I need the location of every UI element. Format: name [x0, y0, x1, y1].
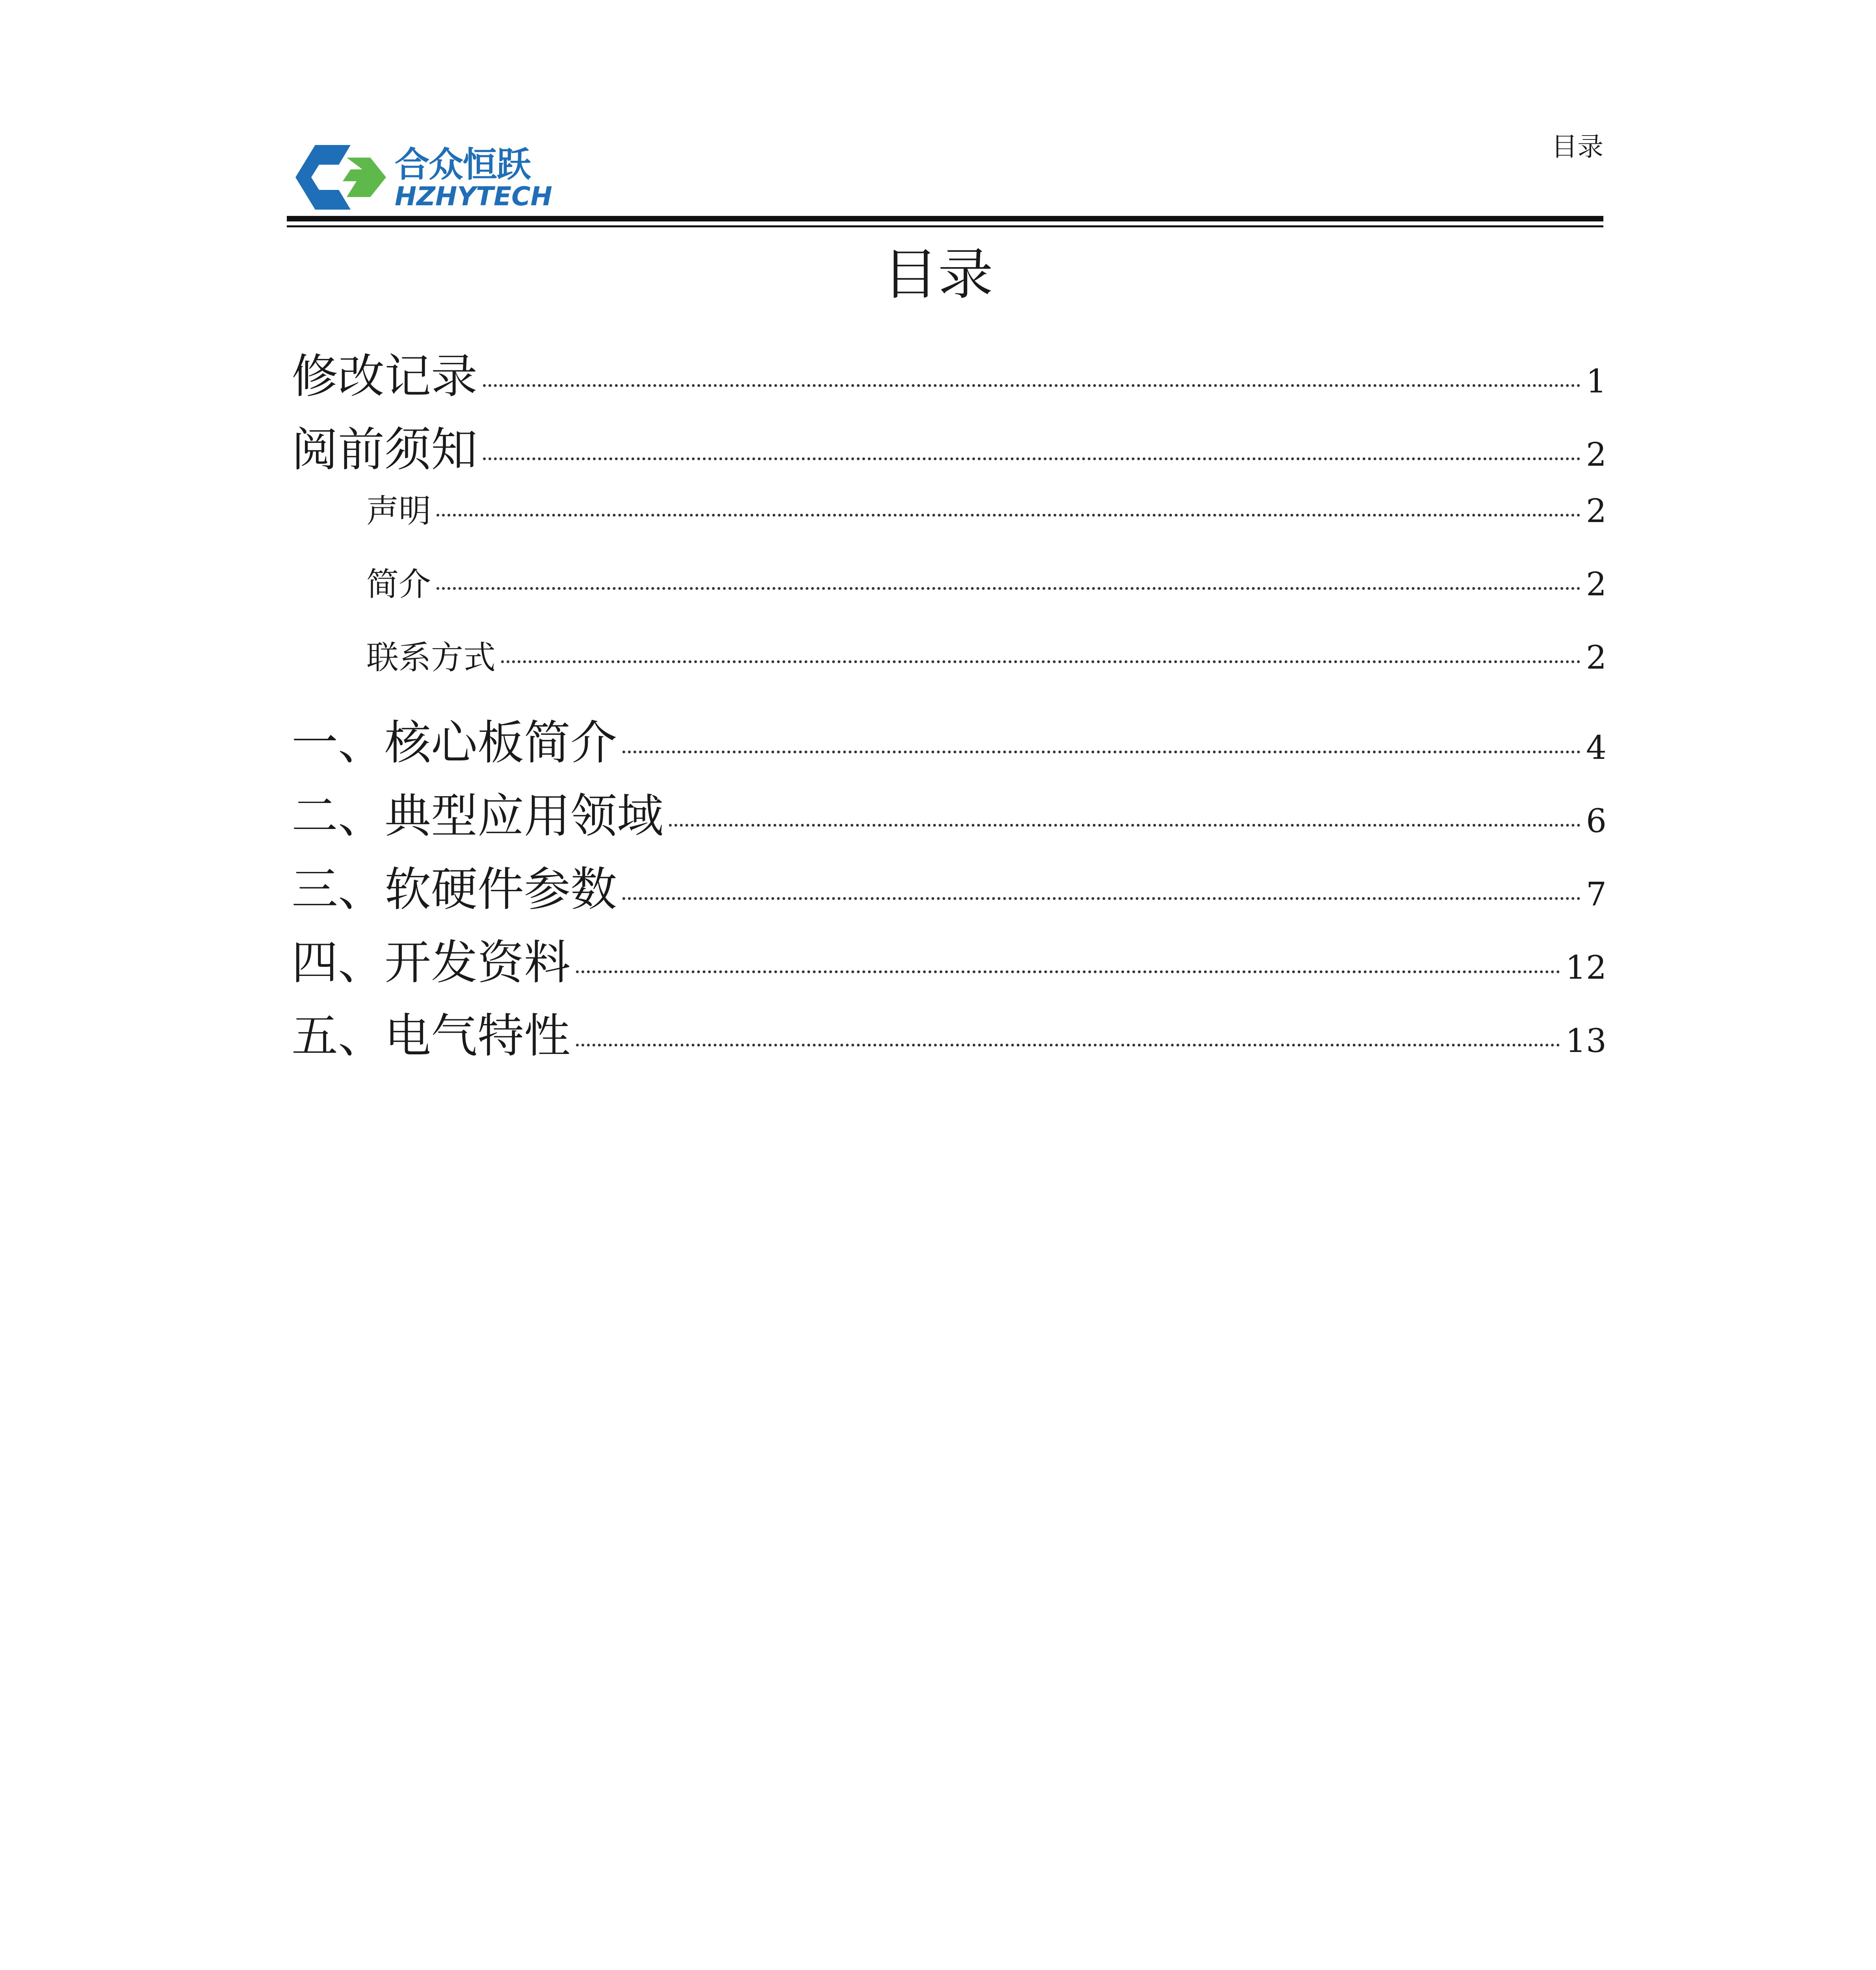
- toc-entry[interactable]: [292, 852, 1607, 925]
- toc-entry[interactable]: [292, 779, 1607, 852]
- toc-list: [292, 339, 1607, 1072]
- toc-leader: [576, 1044, 1560, 1046]
- toc-leader: [576, 970, 1560, 973]
- toc-leader: [622, 897, 1581, 900]
- toc-entry-text: 五、电气特性: [292, 1009, 571, 1063]
- toc-leader: [501, 660, 1581, 663]
- toc-entry-text: 声明: [366, 492, 431, 530]
- toc-entry-text: 四、开发资料: [292, 935, 571, 990]
- toc-entry-text: 简介: [366, 566, 431, 603]
- logo-name-cn: 合众恒跃: [395, 144, 531, 185]
- toc-entry[interactable]: [292, 559, 1607, 632]
- toc-entry-page: 13: [1565, 1022, 1607, 1060]
- header-section-label: 目录: [1551, 132, 1603, 162]
- toc-entry-text: 二、典型应用领域: [292, 789, 664, 843]
- toc-entry-text: 修改记录: [292, 349, 478, 403]
- toc-entry-page: 2: [1586, 492, 1607, 530]
- toc-entry[interactable]: [292, 998, 1607, 1072]
- toc-entry[interactable]: [292, 925, 1607, 998]
- toc-entry-page: 12: [1565, 949, 1607, 987]
- toc-entry-text: 阅前须知: [292, 422, 478, 477]
- toc-entry-page: 1: [1586, 363, 1607, 400]
- toc-leader: [622, 751, 1581, 753]
- toc-leader: [483, 457, 1581, 460]
- toc-entry-page: 2: [1586, 436, 1607, 474]
- toc-leader: [669, 824, 1581, 827]
- toc-entry[interactable]: [292, 485, 1607, 559]
- toc-entry-page: 7: [1586, 876, 1607, 913]
- toc-entry-page: 6: [1586, 803, 1607, 840]
- logo-mark-icon: [292, 142, 390, 213]
- toc-title: 目录: [882, 243, 993, 307]
- toc-leader: [436, 587, 1581, 590]
- logo-name-en: HZHYTECH: [395, 181, 552, 212]
- company-logo: [292, 142, 559, 213]
- toc-entry[interactable]: [292, 412, 1607, 485]
- toc-entry-page: 2: [1586, 639, 1607, 676]
- toc-leader: [483, 384, 1581, 387]
- toc-entry-page: 4: [1586, 729, 1607, 767]
- toc-entry-text: 联系方式: [366, 639, 496, 676]
- toc-entry[interactable]: [292, 632, 1607, 705]
- toc-entry[interactable]: [292, 339, 1607, 412]
- toc-leader: [436, 514, 1581, 517]
- header-rule-thin: [287, 225, 1603, 227]
- toc-entry-text: 一、核心板简介: [292, 716, 617, 770]
- toc-entry-page: 2: [1586, 566, 1607, 603]
- header-rule: [287, 216, 1603, 221]
- toc-entry[interactable]: [292, 705, 1607, 779]
- toc-entry-text: 三、软硬件参数: [292, 862, 617, 916]
